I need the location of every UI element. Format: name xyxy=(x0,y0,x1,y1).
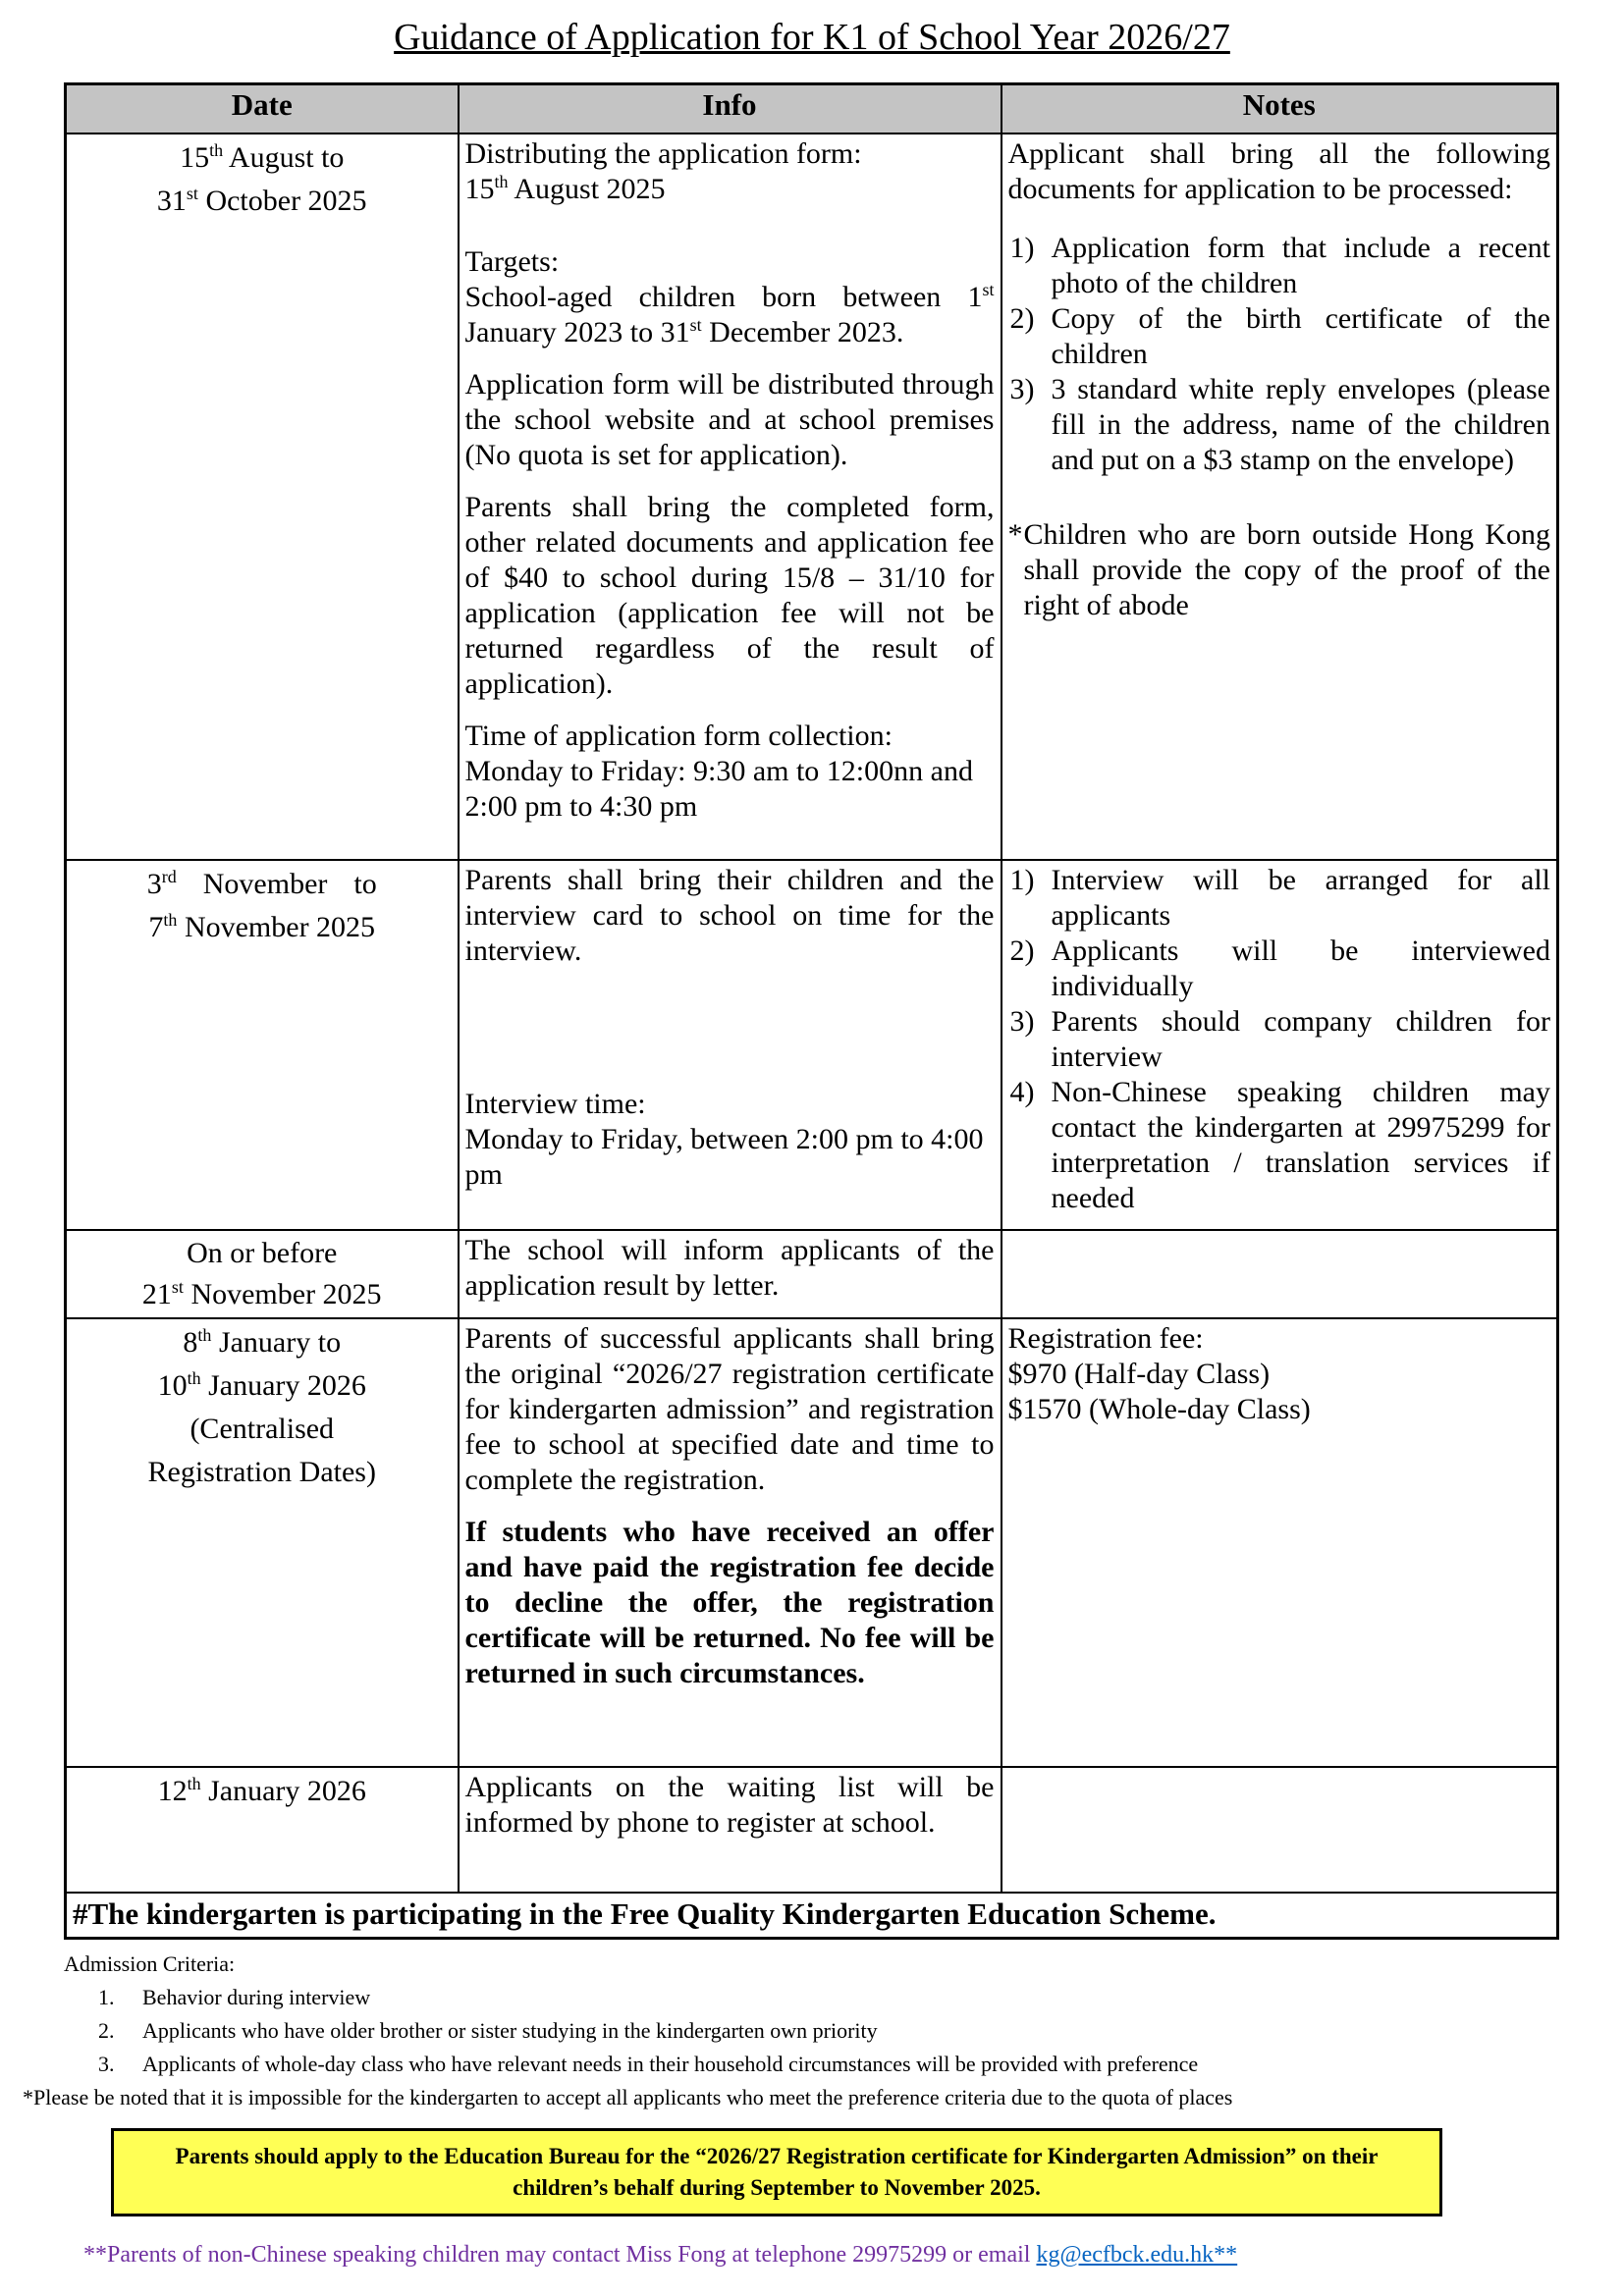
date-cell-interview xyxy=(66,860,459,1230)
info-paragraph: Parents shall bring the completed form, other related documents and application fee of $40 to school during 15/8 – 31/10 for application (application fee will not be returned regardless of the result of application). xyxy=(464,490,995,700)
table-row-waiting-list xyxy=(66,1767,1558,1893)
notes-list-item xyxy=(1008,934,1551,1004)
quota-note: *Please be noted that it is impossible for the kindergarten to accept all applicants who meet the preference criteria due to the quota of places xyxy=(23,2085,1233,2109)
info-paragraph: 15th August 2025 xyxy=(464,171,666,205)
notes-list-item xyxy=(1008,1075,1551,1216)
list-text: Non-Chinese speaking children may contact the kindergarten at 29975299 for interpretation / translation services if needed xyxy=(1051,1075,1550,1214)
notes-line: $970 (Half-day Class) xyxy=(1007,1357,1271,1390)
notes-list-item xyxy=(1008,301,1551,372)
table-row-application-period xyxy=(66,133,1558,860)
info-paragraph: Parents shall bring their children and the interview card to school on time for the interview. xyxy=(464,863,995,967)
date-line: 21st November 2025 xyxy=(141,1276,382,1310)
notes-cell-application-period xyxy=(1001,133,1558,860)
criteria-text: Behavior during interview xyxy=(142,1985,371,2009)
admission-heading: Admission Criteria: xyxy=(64,1951,236,1976)
notes-list-item xyxy=(1008,863,1551,934)
info-cell-application-period xyxy=(459,133,1001,860)
table-row-interview xyxy=(66,860,1558,1230)
application-guidance-table xyxy=(64,82,1559,1940)
notes-list-item xyxy=(1008,231,1551,301)
criteria-item xyxy=(64,2048,1560,2081)
highlight-notice-box xyxy=(111,2128,1442,2216)
criteria-number: 1. xyxy=(98,1985,115,2009)
notes-line: Registration fee: xyxy=(1007,1321,1204,1355)
footnote-marker: * xyxy=(1007,517,1023,551)
date-line: On or before xyxy=(187,1236,338,1269)
list-number: 1) xyxy=(1009,863,1035,896)
list-text: Applicants will be interviewed individually xyxy=(1051,934,1550,1002)
info-cell-waiting-list xyxy=(459,1767,1001,1893)
scheme-participation-note: #The kindergarten is participating in the Free Quality Kindergarten Education Scheme. xyxy=(73,1896,1217,1931)
page-title: Guidance of Application for K1 of School Year 2026/27 xyxy=(394,17,1230,58)
contact-note xyxy=(83,2240,1560,2269)
date-cell-registration xyxy=(66,1318,459,1767)
email-link[interactable]: kg@ecfbck.edu.hk** xyxy=(1036,2242,1238,2268)
list-number: 2) xyxy=(1009,934,1035,967)
notes-footnote xyxy=(1008,517,1551,623)
scheme-participation-cell xyxy=(66,1893,1558,1939)
date-line: 10th January 2026 xyxy=(157,1367,366,1402)
date-line: 15th August to xyxy=(180,139,345,174)
criteria-number: 3. xyxy=(98,2052,115,2076)
footnote-text: Children who are born outside Hong Kong shall provide the copy of the proof of the right of abode xyxy=(1023,517,1550,621)
date-line: 3rd November to xyxy=(146,866,377,900)
info-paragraph: Interview time: xyxy=(464,1087,646,1120)
notes-cell-registration xyxy=(1001,1318,1558,1767)
list-text: 3 standard white reply envelopes (please fill in the address, name of the children and put on a $3 stamp on the envelope) xyxy=(1051,372,1550,476)
highlight-notice-text: Parents should apply to the Education Bureau for the “2026/27 Registration certificate for Kindergarten Admission” on their children’s behalf during September to November 2025. xyxy=(175,2144,1379,2200)
column-header-notes: Notes xyxy=(1001,84,1558,133)
table-row-result-notification xyxy=(66,1230,1558,1318)
date-line: 8th January to xyxy=(183,1324,342,1359)
column-header-date: Date xyxy=(66,84,459,133)
date-line: 31st October 2025 xyxy=(156,183,367,217)
list-number: 3) xyxy=(1009,1004,1035,1038)
table-header-row xyxy=(66,84,1558,133)
notes-list-item xyxy=(1008,372,1551,478)
criteria-text: Applicants of whole-day class who have relevant needs in their household circumstances will be provided with preference xyxy=(142,2052,1199,2076)
notes-list-item xyxy=(1008,1004,1551,1075)
list-text: Copy of the birth certificate of the children xyxy=(1051,301,1550,370)
table-footer-row xyxy=(66,1893,1558,1939)
criteria-item xyxy=(64,2014,1560,2048)
notes-cell-interview xyxy=(1001,860,1558,1230)
info-cell-interview xyxy=(459,860,1001,1230)
info-paragraph: Targets: xyxy=(464,244,560,278)
list-number: 3) xyxy=(1009,372,1035,405)
date-cell-application-period xyxy=(66,133,459,860)
column-header-info: Info xyxy=(459,84,1001,133)
info-paragraph: Applicants on the waiting list will be informed by phone to register at school. xyxy=(464,1770,995,1839)
info-paragraph: Application form will be distributed through the school website and at school premises (No quota is set for application). xyxy=(464,367,995,471)
list-number: 2) xyxy=(1009,301,1035,335)
info-paragraph: Distributing the application form: xyxy=(464,136,862,170)
notes-line: $1570 (Whole-day Class) xyxy=(1007,1392,1311,1425)
date-cell-waiting-list xyxy=(66,1767,459,1893)
list-number: 4) xyxy=(1009,1075,1035,1108)
date-cell-result-notification xyxy=(66,1230,459,1318)
notes-cell-waiting-list xyxy=(1001,1767,1558,1893)
info-paragraph: Monday to Friday: 9:30 am to 12:00nn and 2:00 pm to 4:30 pm xyxy=(464,754,973,823)
contact-note-text: **Parents of non-Chinese speaking children may contact Miss Fong at telephone 29975299 or email xyxy=(83,2242,1037,2268)
notes-cell-result-notification xyxy=(1001,1230,1558,1318)
criteria-text: Applicants who have older brother or sister studying in the kindergarten own priority xyxy=(142,2018,878,2043)
criteria-number: 2. xyxy=(98,2018,115,2043)
info-paragraph-bold: If students who have received an offer and have paid the registration fee decide to decline the offer, the registration certificate will be returned. No fee will be returned in such circumstances. xyxy=(464,1515,995,1689)
table-row-registration xyxy=(66,1318,1558,1767)
info-paragraph: Parents of successful applicants shall bring the original “2026/27 registration certificate for kindergarten admission” and registration fee to school at specified date and time to complete the registration. xyxy=(464,1321,995,1496)
date-line: 12th January 2026 xyxy=(157,1773,366,1807)
list-text: Interview will be arranged for all applicants xyxy=(1051,863,1550,932)
date-line: (Centralised xyxy=(189,1412,335,1445)
admission-criteria-section xyxy=(23,1948,1560,2114)
info-cell-result-notification xyxy=(459,1230,1001,1318)
date-line: 7th November 2025 xyxy=(148,909,376,943)
date-line: Registration Dates) xyxy=(147,1455,376,1488)
list-text: Application form that include a recent photo of the children xyxy=(1051,231,1550,299)
list-text: Parents should company children for interview xyxy=(1051,1004,1550,1073)
info-paragraph: School-aged children born between 1st January 2023 to 31st December 2023. xyxy=(464,279,995,348)
criteria-item xyxy=(64,1981,1560,2014)
info-paragraph: Monday to Friday, between 2:00 pm to 4:00 pm xyxy=(464,1122,984,1191)
info-cell-registration xyxy=(459,1318,1001,1767)
info-paragraph: Time of application form collection: xyxy=(464,719,893,752)
list-number: 1) xyxy=(1009,231,1035,264)
info-paragraph: The school will inform applicants of the application result by letter. xyxy=(464,1233,995,1302)
notes-intro: Applicant shall bring all the following documents for application to be processed: xyxy=(1007,136,1550,205)
